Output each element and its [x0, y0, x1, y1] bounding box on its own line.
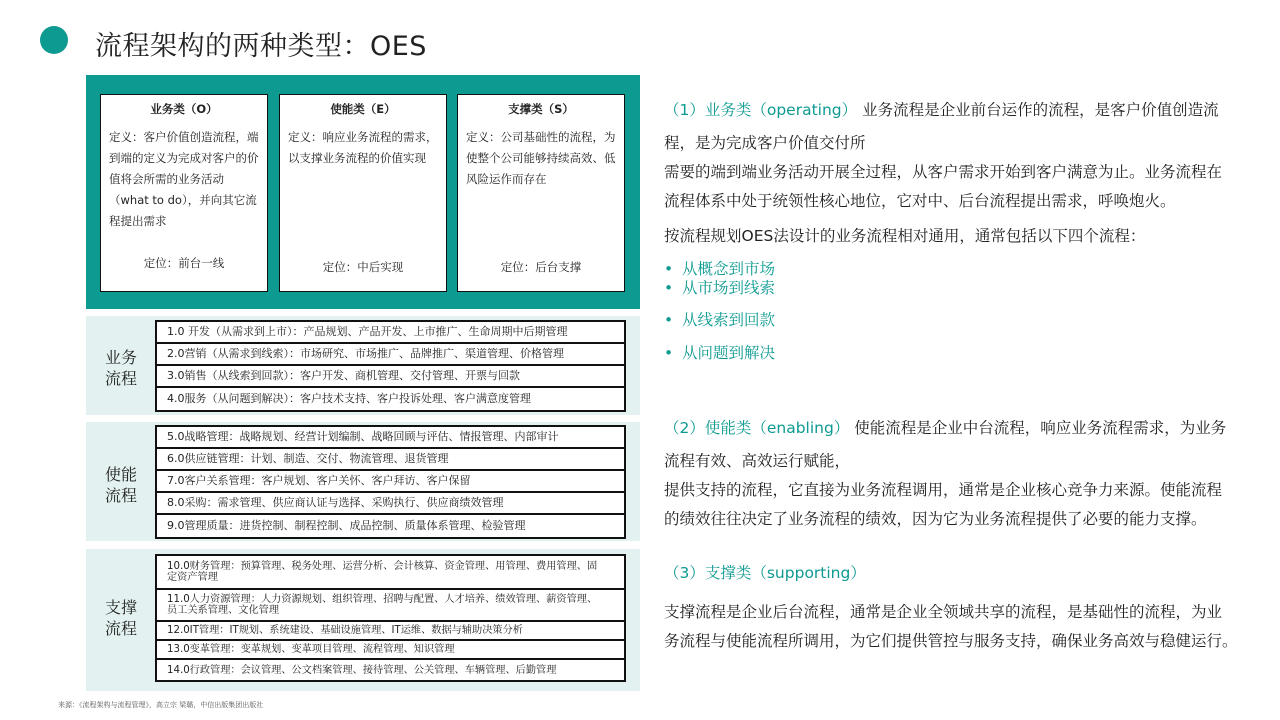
process-list	[155, 320, 626, 412]
process-row: 4.0服务（从问题到解决）：客户技术支持、客户投诉处理、客户满意度管理	[167, 392, 531, 405]
process-row: 6.0供应链管理：计划、制造、交付、物流管理、退货管理	[157, 449, 624, 471]
process-row: 8.0采购：需求管理、供应商认证与选择、采购执行、供应商绩效管理	[157, 493, 624, 515]
bullet-text: 从市场到线索	[682, 279, 776, 297]
body-text: 需要的端到端业务活动开展全过程，从客户需求开始到客户满意为止。业务流程在	[664, 163, 1223, 181]
process-row: 2.0营销（从需求到线索）：市场研究、市场推广、品牌推广、渠道管理、价格管理	[157, 344, 624, 366]
card-definition: 定义：公司基础性的流程，为使整个公司能够持续高效、低风险运作而存在	[466, 130, 616, 186]
body-text: 务流程与使能流程所调用，为它们提供管控与服务支持，确保业务高效与稳健运行。	[664, 632, 1238, 650]
body-text: 流程体系中处于统领性核心地位，它对中、后台流程提出需求，呼唤炮火。	[664, 192, 1176, 210]
group-label	[86, 597, 156, 639]
process-row: 5.0战略管理：战略规划、经营计划编制、战略回顾与评估、情报管理、内部审计	[157, 427, 624, 449]
bullet-item: • 从市场到线索	[664, 279, 776, 297]
bullet-text: 从概念到市场	[682, 260, 776, 278]
group-label-line: 使能	[104, 465, 137, 484]
card-title: 使能类（E）	[330, 102, 396, 116]
card-definition: 定义：响应业务流程的需求，以支撑业务流程的价值实现	[288, 130, 438, 165]
card-title: 支撑类（S）	[508, 102, 574, 116]
text: 业务流程是企业前台运作的流程，是客户价值创造流	[862, 101, 1219, 119]
card-title: 业务类（O）	[150, 102, 218, 116]
group-label-line: 流程	[104, 369, 137, 388]
oes-panel	[86, 75, 640, 309]
group-label	[86, 347, 156, 389]
card-position: 定位：前台一线	[143, 256, 225, 270]
process-list	[155, 554, 626, 682]
process-row: 10.0财务管理：预算管理、税务处理、运营分析、会计核算、资金管理、用管理、费用管理、固定资产管理	[157, 556, 624, 590]
body-text: 流程有效、高效运行赋能，	[664, 452, 851, 470]
section-heading: （1）业务类（operating）	[664, 101, 858, 119]
group-business-process	[86, 316, 640, 415]
section-operating-line1	[664, 99, 1264, 122]
section-heading: （2）使能类（enabling）	[664, 419, 850, 437]
group-label-line: 流程	[104, 486, 137, 505]
process-row: 13.0变革管理：变革规划、变革项目管理、流程管理、知识管理	[157, 641, 624, 660]
process-row: 12.0IT管理：IT规划、系统建设、基础设施管理、IT运维、数据与辅助决策分析	[157, 622, 624, 641]
section-heading: （3）支撑类（supporting）	[664, 564, 866, 582]
card-position: 定位：后台支撑	[500, 260, 582, 274]
card-definition: 定义：客户价值创造流程，端到端的定义为完成对客户的价值将会所需的业务活动（what to do），并向其它流程提出需求	[109, 130, 259, 228]
page-title: 流程架构的两种类型：OES	[95, 31, 427, 62]
body-text: 程，是为完成客户价值交付所	[664, 134, 866, 152]
body-text: 支撑流程是企业后台流程，通常是企业全领域共享的流程，是基础性的流程，为业	[664, 603, 1223, 621]
card-enabling	[279, 94, 447, 292]
body-text: 的绩效往往决定了业务流程的绩效，因为它为业务流程提供了必要的能力支撑。	[664, 510, 1207, 528]
group-enabling-process	[86, 422, 640, 541]
bullet-text: 从问题到解决	[682, 344, 776, 362]
process-row: 9.0管理质量：进货控制、制程控制、成品控制、质量体系管理、检验管理	[167, 519, 526, 532]
process-row: 14.0行政管理：会议管理、公文档案管理、接待管理、公关管理、车辆管理、后勤管理	[167, 664, 557, 676]
section-enabling-line1	[664, 417, 1264, 440]
bullet-item: • 从线索到回款	[664, 311, 776, 329]
process-row: 1.0 开发（从需求到上市）：产品规划、产品开发、上市推广、生命周期中后期管理	[157, 322, 624, 344]
card-operating	[100, 94, 268, 292]
body-text: 提供支持的流程，它直接为业务流程调用，通常是企业核心竞争力来源。使能流程	[664, 481, 1223, 499]
bullet-text: 从线索到回款	[682, 311, 776, 329]
process-row: 3.0销售（从线索到回款）：客户开发、商机管理、交付管理、开票与回款	[157, 366, 624, 388]
bullet-item: • 从概念到市场	[664, 260, 776, 278]
card-position: 定位：中后实现	[322, 260, 404, 274]
group-label-line: 业务	[104, 348, 137, 367]
process-row: 11.0人力资源管理：人力资源规划、组织管理、招聘与配置、人才培养、绩效管理、薪资管理、员工关系管理、文化管理	[157, 590, 624, 622]
group-label-line: 流程	[104, 619, 137, 638]
process-row: 7.0客户关系管理：客户规划、客户关怀、客户拜访、客户保留	[157, 471, 624, 493]
bullet-item: • 从问题到解决	[664, 344, 776, 362]
group-label-line: 支撑	[104, 598, 137, 617]
group-supporting-process	[86, 549, 640, 691]
process-list	[155, 425, 626, 539]
body-text: 按流程规划OES法设计的业务流程相对通用，通常包括以下四个流程：	[664, 227, 1146, 245]
text: 使能流程是企业中台流程，响应业务流程需求，为业务	[854, 419, 1227, 437]
card-supporting	[457, 94, 625, 292]
source-note: 来源：《流程架构与流程管理》，高立宗 梁璐，中信出版集团出版社	[58, 701, 264, 709]
group-label	[86, 464, 156, 506]
title-bullet-dot	[40, 26, 68, 54]
